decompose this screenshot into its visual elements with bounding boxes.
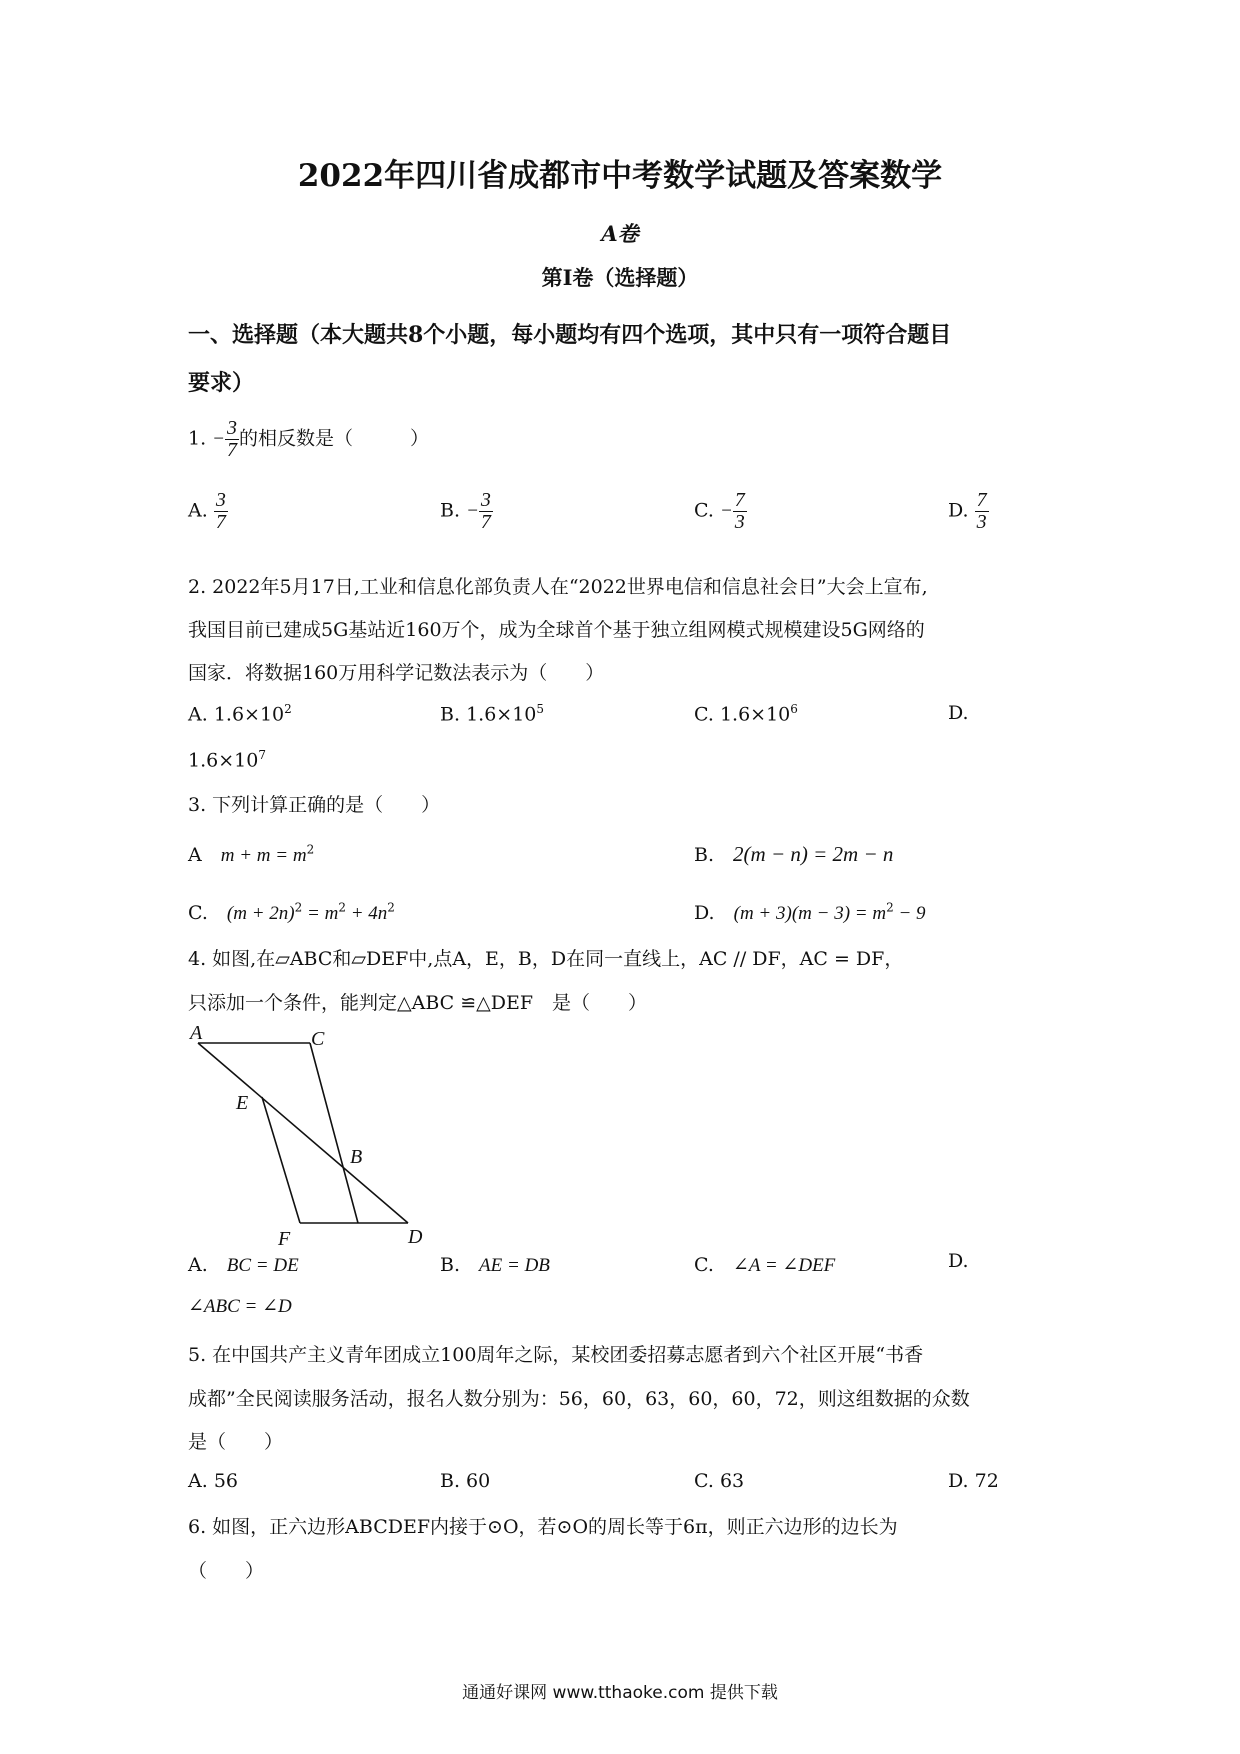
q4-geometry-figure — [180, 1025, 440, 1245]
q2-option-c: C. $1.6\times 10^6$ — [694, 702, 798, 726]
q3-option-a: A $m + m = m^2$ — [188, 842, 315, 866]
q2-option-b: B. $1.6\times 10^5$ — [440, 702, 545, 726]
question-2-line3: 国家．将数据160万用科学记数法表示为（ ） — [188, 662, 605, 684]
page-footer: 通通好课网 www.tthaoke.com 提供下载 — [462, 1683, 778, 1703]
q3-option-c: C. $(m + 2n)^2 = m^2 + 4n^2$ — [188, 900, 395, 924]
question-2-line2: 我国目前已建成5G基站近160万个，成为全球首个基于独立组网模式规模建设5G网络的 — [188, 619, 925, 641]
question-5-line3: 是（ ） — [188, 1431, 284, 1453]
q5-option-c: C. 63 — [694, 1470, 745, 1492]
part-label: 第Ⅰ卷（选择题） — [541, 265, 699, 290]
q5-option-d: D. 72 — [948, 1470, 999, 1492]
section-heading-line2: 要求） — [188, 370, 255, 396]
q3-option-d: D. $(m + 3)(m - 3) = m^2 - 9$ — [694, 900, 926, 924]
question-6-line2: （ ） — [188, 1560, 265, 1582]
point-b-label: B — [350, 1146, 363, 1168]
point-c-label: C — [311, 1028, 325, 1050]
volume-label: A卷 — [601, 221, 639, 246]
point-e-label: E — [236, 1092, 249, 1114]
q3-option-b: B. 2(m − n) = 2m − n — [694, 842, 894, 866]
point-a-label: A — [190, 1025, 203, 1044]
page-title: 2022年四川省成都市中考数学试题及答案数学 — [297, 158, 943, 194]
q4-option-a: A. BC = DE — [188, 1254, 299, 1276]
q1-option-b: B. − $\frac{3}{7}$ — [440, 489, 491, 533]
q1-option-d: D. $\frac{7}{3}$ — [948, 489, 987, 533]
question-3-stem: 3. 下列计算正确的是（ ） — [188, 794, 441, 816]
question-6-line1: 6. 如图，正六边形ABCDEF内接于⊙O，若⊙O的周长等于6π，则正六边形的边长为 — [188, 1516, 898, 1538]
question-5-line2: 成都”全民阅读服务活动，报名人数分别为：56，60，63，60，60，72，则这组数据的众数 — [188, 1388, 970, 1410]
question-1-stem: 1. − $\frac{3}{7}$ 的相反数是（ ） — [188, 417, 430, 461]
question-2-line1: 2. 2022年5月17日,工业和信息化部负责人在“2022世界电信和信息社会日”大会上宣布, — [188, 576, 928, 598]
point-d-label: D — [408, 1226, 423, 1245]
question-4-line1: 4. 如图,在▱ABC和▱DEF中,点A，E，B，D在同一直线上，AC // DF，AC = DF， — [188, 948, 904, 970]
question-4-line2: 只添加一个条件，能判定△ABC ≌△DEF 是（ ） — [188, 992, 648, 1014]
q4-option-d-label: D. — [948, 1250, 969, 1272]
q1-option-c: C. − $\frac{7}{3}$ — [694, 489, 745, 533]
q4-option-d: ∠ABC = ∠D — [188, 1296, 292, 1317]
q2-option-a: A. $1.6\times 10^2$ — [188, 702, 292, 726]
question-5-line1: 5. 在中国共产主义青年团成立100周年之际，某校团委招募志愿者到六个社区开展“书香 — [188, 1344, 924, 1366]
section-heading-line1: 一、选择题（本大题共8个小题，每小题均有四个选项，其中只有一项符合题目 — [188, 322, 952, 348]
point-f-label: F — [278, 1228, 291, 1245]
fraction: $\frac{3}{7}$ — [227, 417, 237, 461]
q2-option-d: $1.6\times 10^7$ — [188, 748, 266, 772]
q5-option-a: A. 56 — [188, 1470, 238, 1492]
q5-option-b: B. 60 — [440, 1470, 491, 1492]
q4-option-b: B. AE = DB — [440, 1254, 550, 1276]
q2-option-d-label: D. — [948, 702, 969, 724]
q4-option-c: C. ∠A = ∠DEF — [694, 1254, 836, 1276]
q1-option-a: A. $\frac{3}{7}$ — [188, 489, 226, 533]
